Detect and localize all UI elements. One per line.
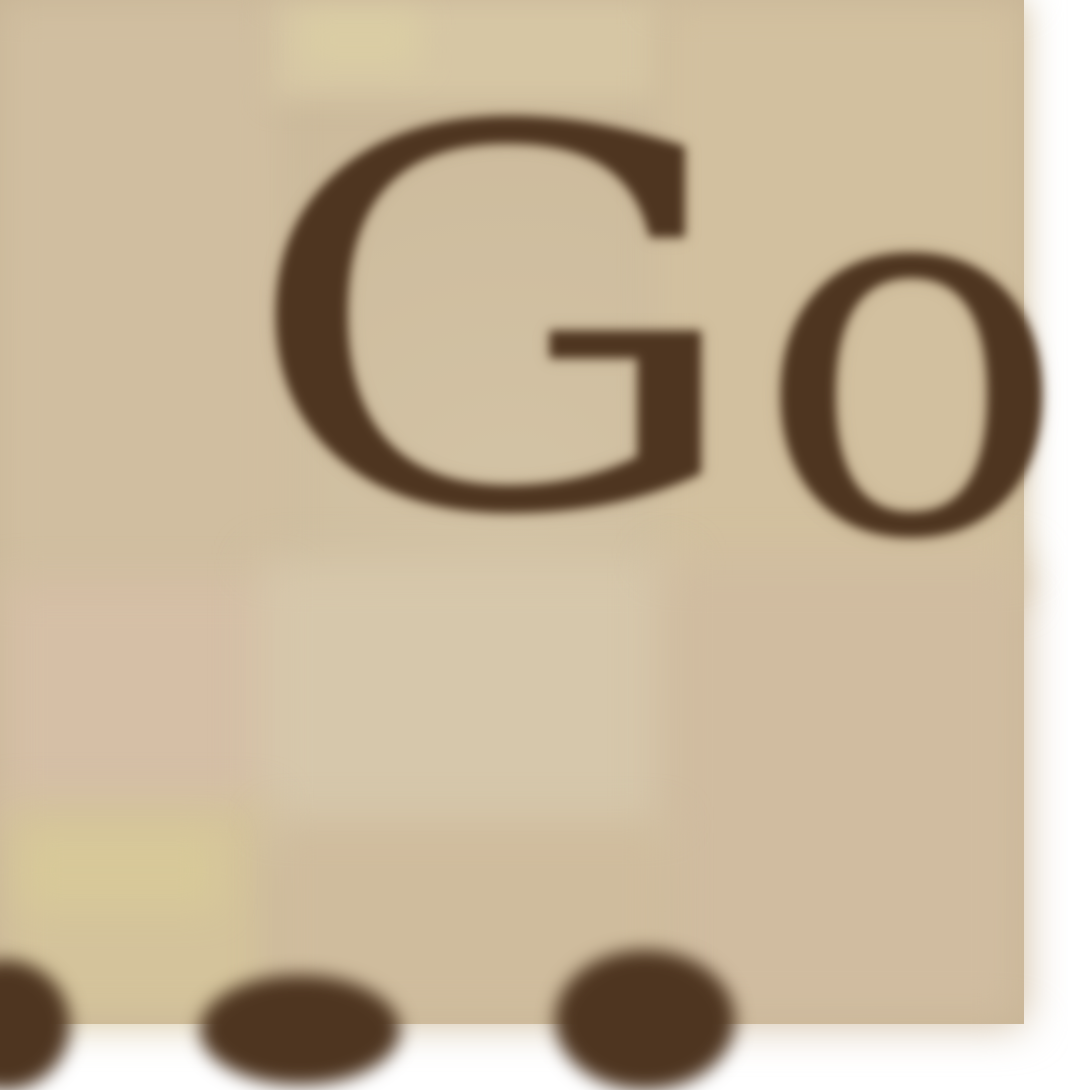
paper-texture — [0, 0, 280, 600]
capital-g-glyph: G — [240, 18, 752, 630]
cropped-next-line-ink — [555, 950, 735, 1090]
paper-texture — [20, 830, 220, 910]
printed-text-line — [240, 10, 1068, 653]
cropped-next-line-ink — [200, 975, 400, 1085]
lowercase-o-glyph: o — [755, 47, 1068, 653]
